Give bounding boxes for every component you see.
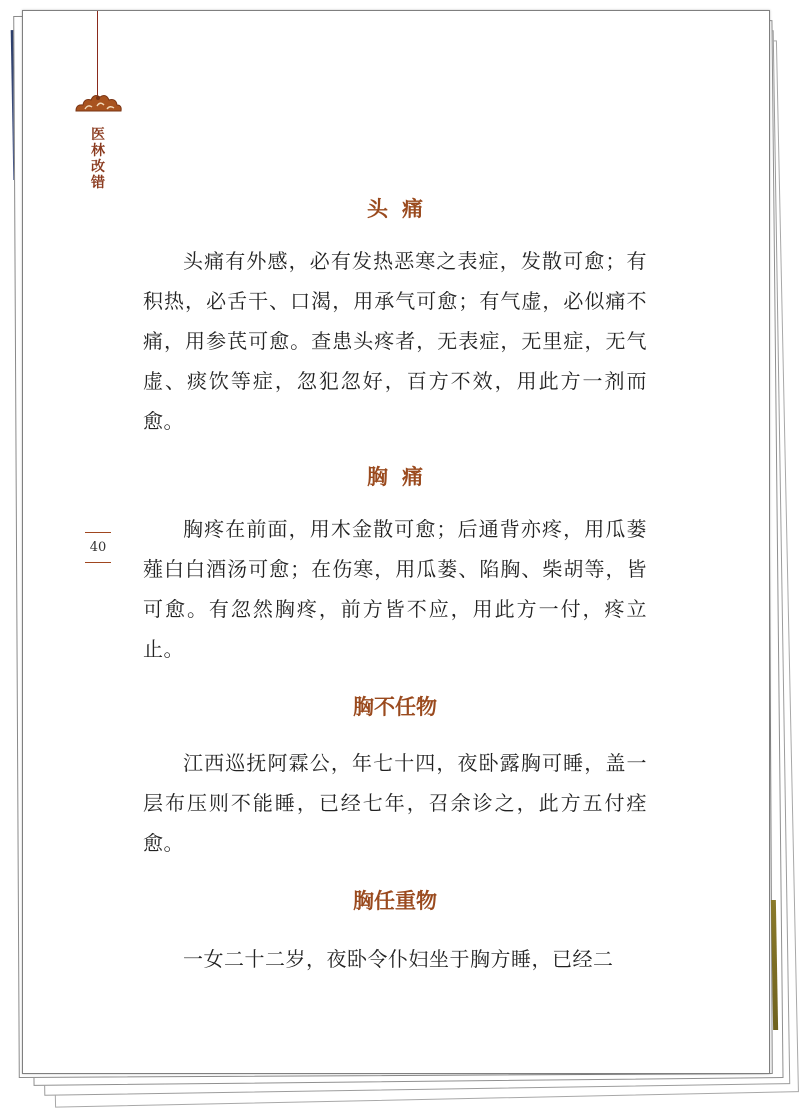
section-heading-chest-pain: 胸痛 — [367, 464, 437, 489]
page-number: 40 — [89, 540, 107, 555]
section-text-chest-pain: 胸疼在前面，用木金散可愈；后通背亦疼，用瓜蒌薤白白酒汤可愈；在伤寒，用瓜蒌、陷胸、柴胡等，皆可愈。有忽然胸疼，前方皆不应，用此方一付，疼立止。 — [143, 517, 647, 661]
running-title-char: 林 — [91, 143, 105, 159]
section-heading-headache: 头痛 — [367, 196, 437, 221]
section-text-headache: 头痛有外感，必有发热恶寒之表症，发散可愈；有积热，必舌干、口渴，用承气可愈；有气虚，必似痛不痛，用参芪可愈。查患头疼者，无表症，无里症，无气虚、痰饮等症，忽犯忽好，百方不效，用此方一剂而愈。 — [143, 249, 647, 433]
running-title-char: 改 — [91, 159, 105, 175]
section-text-chest-intolerant: 江西巡抚阿霖公，年七十四，夜卧露胸可睡，盖一层布压则不能睡，已经七年，召余诊之，此方五付痊愈。 — [143, 751, 647, 855]
book-page — [22, 10, 770, 1074]
page-number-block — [83, 532, 113, 563]
running-title-char: 医 — [91, 127, 105, 143]
running-title — [87, 127, 109, 191]
auspicious-cloud-icon — [73, 89, 123, 119]
section-text-chest-tolerant: 一女二十二岁，夜卧令仆妇坐于胸方睡，已经二 — [183, 947, 614, 971]
section-heading-chest-tolerant: 胸任重物 — [353, 888, 437, 913]
section-heading-chest-intolerant: 胸不任物 — [353, 694, 437, 719]
hanging-line-ornament — [97, 11, 98, 98]
running-title-char: 错 — [91, 175, 105, 191]
page-number-rule-bottom — [85, 562, 111, 563]
page-body — [143, 179, 647, 979]
